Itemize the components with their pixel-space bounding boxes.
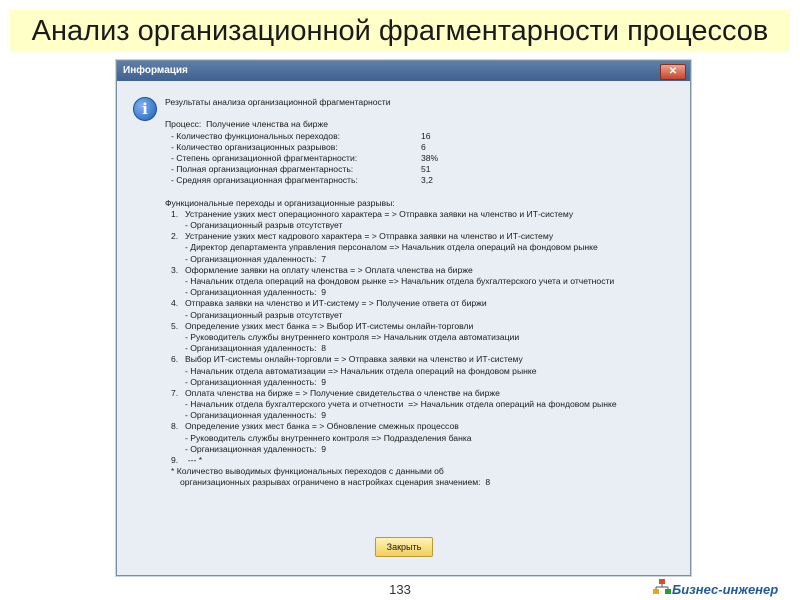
stat-row xyxy=(165,175,685,186)
info-icon: i xyxy=(133,97,157,121)
transition-text: Определение узких мест банка = > Выбор ИТ-системы онлайн-торговли xyxy=(185,320,474,331)
transition-item xyxy=(165,209,685,220)
transition-number: 3. xyxy=(171,264,179,275)
stat-row xyxy=(165,131,685,142)
footnote-line-1: * Количество выводимых функциональных переходов с данными об xyxy=(171,466,444,477)
footnote-line-2: организационных разрывах ограничено в настройках сценария значением: 8 xyxy=(180,477,491,488)
stats-list xyxy=(165,131,685,187)
transition-text: Устранение узких мест операционного характера = > Отправка заявки на членство и ИТ-систему xyxy=(185,208,574,219)
stat-label: - Количество организационных разрывов: xyxy=(171,141,338,152)
stat-label: - Полная организационная фрагментарность: xyxy=(171,164,354,175)
transition-text: Отправка заявки на членство и ИТ-систему = > Получение ответа от биржи xyxy=(185,298,487,309)
stat-value: 51 xyxy=(421,164,431,175)
transition-text: Устранение узких мест кадрового характера = > Отправка заявки на членство и ИТ-систему xyxy=(185,231,554,242)
dialog-titlebar[interactable] xyxy=(117,61,690,81)
page-number: 133 xyxy=(389,582,411,597)
stat-label: - Степень организационной фрагментарности: xyxy=(171,152,358,163)
process-line: Процесс: Получение членства на бирже xyxy=(165,119,328,130)
results-heading: Результаты анализа организационной фрагментарности xyxy=(165,97,391,107)
item-9: 9. --- * xyxy=(171,455,203,465)
transition-item xyxy=(165,388,685,399)
transition-number: 1. xyxy=(171,208,179,219)
stat-label: - Средняя организационная фрагментарность: xyxy=(171,175,358,186)
stat-label: - Количество функциональных переходов: xyxy=(171,130,341,141)
dialog-content xyxy=(165,97,685,489)
transition-item xyxy=(165,231,685,242)
close-button[interactable]: ✕ xyxy=(660,64,686,80)
transition-text: Определение узких мест банка = > Обновление смежных процессов xyxy=(185,421,459,432)
transition-detail: - Организационная удаленность: 8 xyxy=(185,343,327,354)
stat-row xyxy=(165,142,685,153)
transition-detail: - Начальник отдела автоматизации => Начальник отдела операций на фондовом рынке xyxy=(185,365,537,376)
transition-number: 7. xyxy=(171,387,179,398)
stat-value: 3,2 xyxy=(421,175,433,186)
transition-text: Оплата членства на бирже = > Получение свидетельства о членстве на бирже xyxy=(185,387,500,398)
transition-number: 5. xyxy=(171,320,179,331)
transition-number: 6. xyxy=(171,354,179,365)
slide-title: Анализ организационной фрагментарности процессов xyxy=(10,10,790,52)
transition-detail: - Организационная удаленность: 9 xyxy=(185,376,327,387)
transition-item xyxy=(165,265,685,276)
transition-number: 4. xyxy=(171,298,179,309)
transition-detail: - Организационная удаленность: 9 xyxy=(185,287,327,298)
transition-detail: - Организационный разрыв отсутствует xyxy=(185,220,343,231)
stat-value: 6 xyxy=(421,141,426,152)
transition-text: Оформление заявки на оплату членства = > Оплата членства на бирже xyxy=(185,264,473,275)
transition-detail: - Директор департамента управления персоналом => Начальник отдела операций на фондовом рынке xyxy=(185,242,598,253)
info-dialog xyxy=(116,60,691,576)
stat-row xyxy=(165,164,685,175)
transition-number: 8. xyxy=(171,421,179,432)
transition-detail: - Организационная удаленность: 9 xyxy=(185,410,327,421)
transition-item xyxy=(165,354,685,365)
brand-logo-icon xyxy=(652,578,672,596)
transition-number: 2. xyxy=(171,231,179,242)
transition-item xyxy=(165,298,685,309)
transition-detail: - Начальник отдела бухгалтерского учета и отчетности => Начальник отдела операций на фондовом рынке xyxy=(185,399,617,410)
transition-detail: - Организационная удаленность: 7 xyxy=(185,253,327,264)
transition-detail: - Организационная удаленность: 9 xyxy=(185,443,327,454)
stat-row xyxy=(165,153,685,164)
stat-value: 38% xyxy=(421,152,439,163)
transitions-heading: Функциональные переходы и организационные разрывы: xyxy=(165,197,395,208)
transition-item xyxy=(165,321,685,332)
transition-detail: - Руководитель службы внутреннего контроля => Подразделения банка xyxy=(185,432,472,443)
stat-value: 16 xyxy=(421,130,431,141)
transition-detail: - Руководитель службы внутреннего контроля => Начальник отдела автоматизации xyxy=(185,331,520,342)
close-dialog-button[interactable]: Закрыть xyxy=(375,537,433,557)
transition-text: Выбор ИТ-системы онлайн-торговли = > Отправка заявки на членство и ИТ-систему xyxy=(185,354,523,365)
transitions-list xyxy=(165,209,685,455)
transition-item xyxy=(165,421,685,432)
transition-detail: - Организационный разрыв отсутствует xyxy=(185,309,343,320)
dialog-title: Информация xyxy=(123,65,188,76)
transition-detail: - Начальник отдела операций на фондовом рынке => Начальник отдела бухгалтерского учета и отчетности xyxy=(185,276,615,286)
brand-name: Бизнес-инженер xyxy=(672,582,779,597)
